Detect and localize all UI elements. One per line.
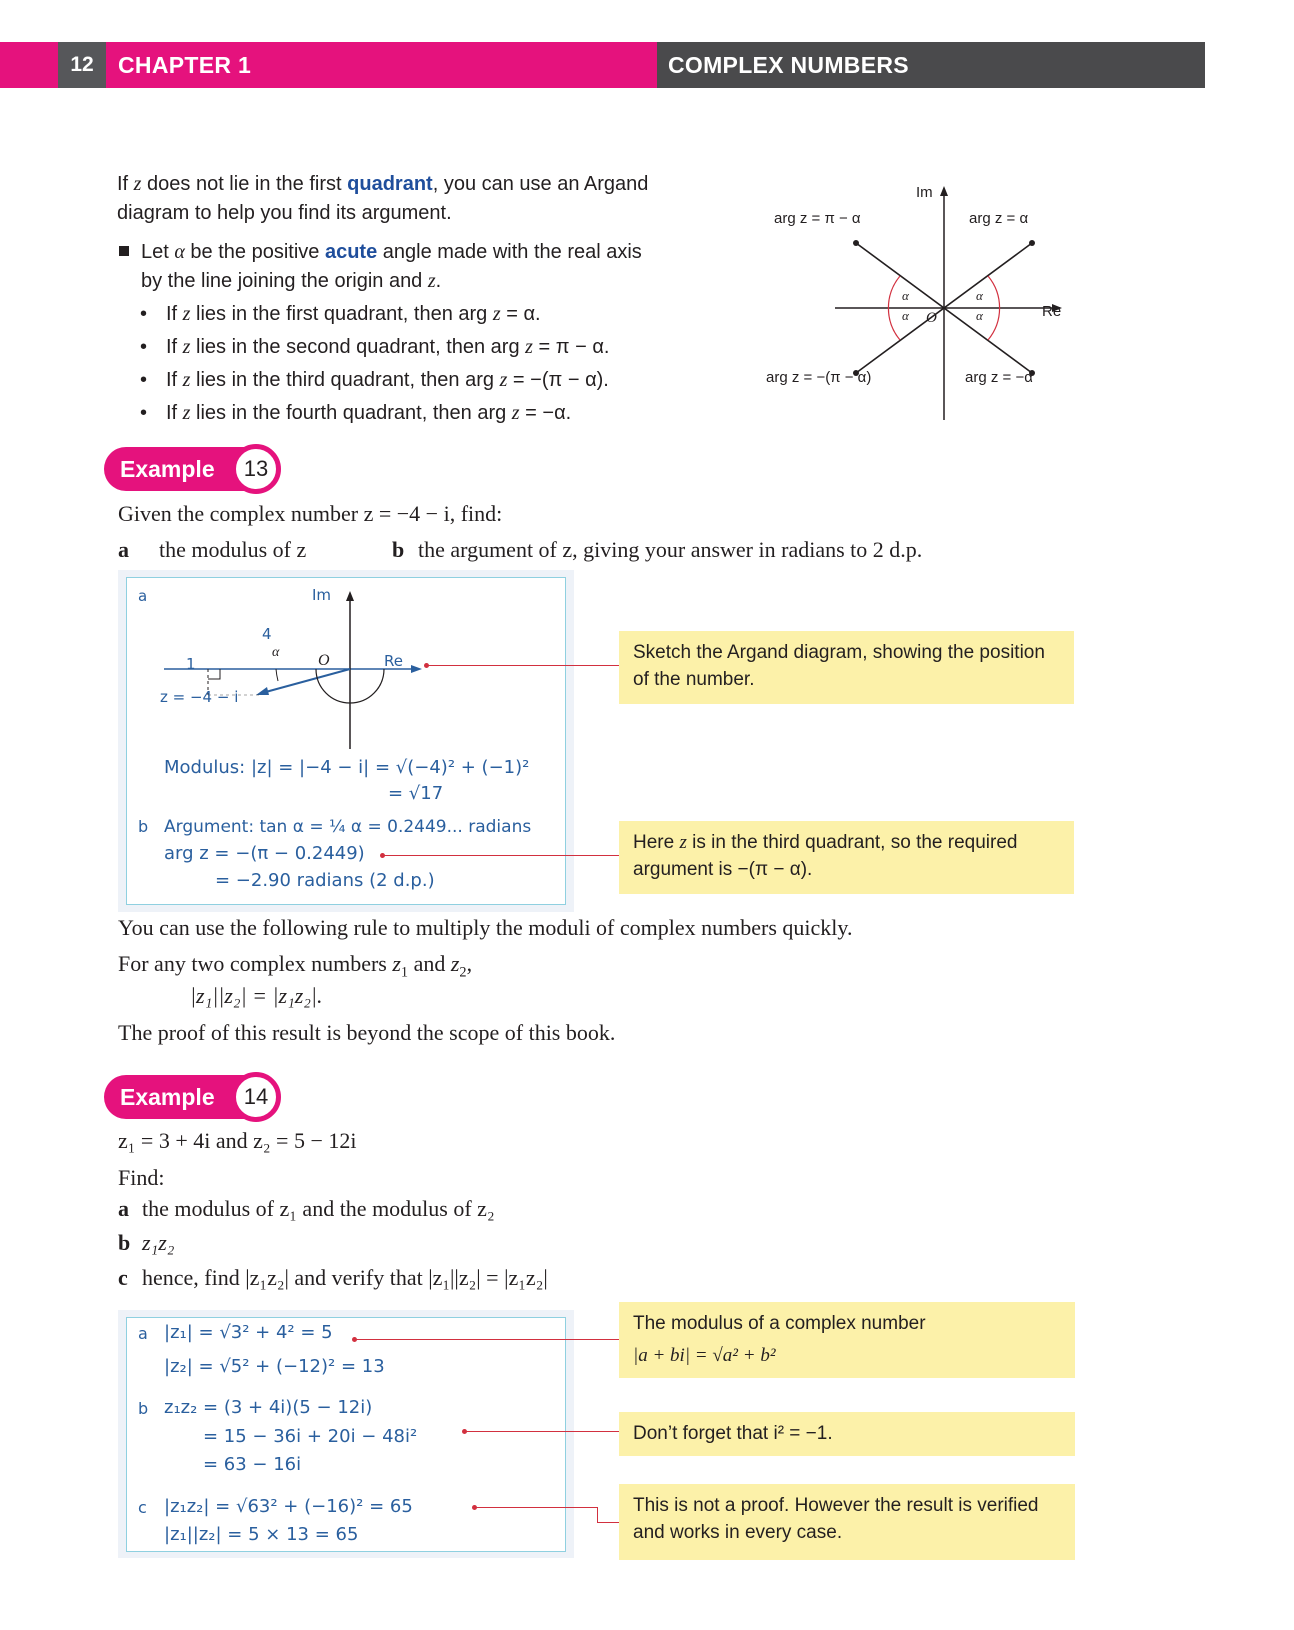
leader-line bbox=[597, 1507, 598, 1522]
leader-line bbox=[356, 1339, 619, 1340]
solution-a-line-1: |z₁| = √3² + 4² = 5 bbox=[164, 1322, 333, 1343]
part-a-label: a bbox=[118, 537, 129, 562]
label-arg-q1: arg z = α bbox=[969, 210, 1029, 227]
hint-note: Don’t forget that i² = −1. bbox=[619, 1412, 1075, 1456]
argument-line-1: Argument: tan α = ¼ α = 0.2449... radians bbox=[164, 817, 532, 837]
part-a-text: the modulus of z₁ and the modulus of z₂ bbox=[142, 1196, 495, 1221]
chapter-title: COMPLEX NUMBERS bbox=[668, 52, 909, 78]
alpha-label: α bbox=[902, 308, 909, 323]
hint-note: Here z is in the third quadrant, so the required argument is −(π − α). bbox=[619, 821, 1074, 894]
part-a-marker: a bbox=[138, 1324, 148, 1343]
solution-c-line-1: |z₁z₂| = √63² + (−16)² = 65 bbox=[164, 1496, 413, 1517]
key-point: Let α be the positive acute angle made with the real axis by the line joining the origin and z. bbox=[119, 238, 719, 296]
example-number: 13 bbox=[231, 444, 281, 494]
example-13-question: Given the complex number z = −4 − i, find: bbox=[118, 501, 503, 526]
leader-line bbox=[428, 665, 619, 666]
part-c-label: c bbox=[118, 1265, 128, 1290]
rule-formula: |z₁||z₂| = |z₁z₂|. bbox=[190, 983, 323, 1008]
rule-line-3: The proof of this result is beyond the scope of this book. bbox=[118, 1020, 616, 1045]
label-arg-q2: arg z = π − α bbox=[774, 210, 861, 227]
part-b-text: the argument of z, giving your answer in radians to 2 d.p. bbox=[418, 537, 923, 562]
solution-c-line-2: |z₁||z₂| = 5 × 13 = 65 bbox=[164, 1524, 359, 1545]
argand-diagram-quadrants bbox=[766, 180, 1100, 430]
leader-dot bbox=[424, 663, 429, 668]
leader-line bbox=[466, 1431, 619, 1432]
origin-label: O bbox=[926, 310, 937, 326]
modulus-line-2: = √17 bbox=[388, 783, 444, 804]
argument-line-2: arg z = −(π − 0.2449) bbox=[164, 843, 365, 864]
rule-line-1: You can use the following rule to multiply the moduli of complex numbers quickly. bbox=[118, 915, 853, 940]
quadrant-cases bbox=[140, 300, 720, 432]
origin-label: O bbox=[318, 652, 330, 669]
solution-b-line-1: z₁z₂ = (3 + 4i)(5 − 12i) bbox=[164, 1397, 373, 1418]
alpha-label: α bbox=[976, 308, 983, 323]
solution-b-line-3: = 63 − 16i bbox=[203, 1454, 302, 1475]
re-axis-label: Re bbox=[384, 652, 403, 670]
im-axis-label: Im bbox=[312, 586, 332, 604]
argument-line-3: = −2.90 radians (2 d.p.) bbox=[215, 870, 435, 891]
chapter-label: CHAPTER 1 bbox=[118, 52, 252, 78]
leader-dot bbox=[462, 1429, 467, 1434]
solution-b-line-2: = 15 − 36i + 20i − 48i² bbox=[203, 1426, 418, 1447]
case-item: • If z lies in the third quadrant, then arg z = −(π − α). bbox=[140, 369, 609, 391]
part-b-text: z₁z₂ bbox=[142, 1230, 175, 1255]
hint-note: The modulus of a complex number |a + bi| = √a² + b² bbox=[619, 1302, 1075, 1378]
square-bullet-icon bbox=[119, 246, 129, 256]
alpha-label: α bbox=[902, 288, 909, 303]
example-14-find: Find: bbox=[118, 1165, 165, 1190]
example-14-given: z₁ = 3 + 4i and z₂ = 5 − 12i bbox=[118, 1128, 357, 1153]
case-item: • If z lies in the second quadrant, then arg z = π − α. bbox=[140, 336, 610, 358]
leader-line bbox=[384, 855, 619, 856]
part-c-marker: c bbox=[138, 1498, 147, 1517]
part-b-marker: b bbox=[138, 1399, 149, 1418]
leader-line bbox=[597, 1522, 619, 1523]
page-number: 12 bbox=[58, 42, 106, 88]
example-label: Example bbox=[104, 447, 274, 491]
re-axis-label: Re bbox=[1042, 303, 1062, 320]
case-item: • If z lies in the fourth quadrant, then arg z = −α. bbox=[140, 402, 572, 424]
part-b-marker: b bbox=[138, 817, 149, 836]
alpha-label: α bbox=[976, 288, 983, 303]
alpha-label: α bbox=[272, 645, 280, 660]
part-c-text: hence, find |z₁z₂| and verify that |z₁||z₂| = |z₁z₂| bbox=[142, 1265, 548, 1290]
part-b-label: b bbox=[392, 537, 405, 562]
intro-paragraph: If z does not lie in the first quadrant, you can use an Argand diagram to help you find its argument. bbox=[117, 173, 649, 224]
part-a-label: a bbox=[118, 1196, 129, 1221]
point-label: z = −4 − i bbox=[160, 688, 239, 706]
part-b-label: b bbox=[118, 1230, 131, 1255]
label-arg-q3: arg z = −(π − α) bbox=[766, 369, 872, 386]
case-item: • If z lies in the first quadrant, then arg z = α. bbox=[140, 303, 541, 325]
glossary-link-acute[interactable]: acute bbox=[324, 241, 378, 263]
modulus-line-1: Modulus: |z| = |−4 − i| = √(−4)² + (−1)² bbox=[164, 757, 530, 778]
example-number: 14 bbox=[231, 1072, 281, 1122]
rule-line-2: For any two complex numbers $z_1$ and $z_2$, bbox=[118, 951, 473, 981]
solution-a-line-2: |z₂| = √5² + (−12)² = 13 bbox=[164, 1356, 385, 1377]
hint-note: This is not a proof. However the result is verified and works in every case. bbox=[619, 1484, 1075, 1560]
leader-dot bbox=[472, 1505, 477, 1510]
glossary-link-quadrant[interactable]: quadrant bbox=[347, 173, 433, 195]
label-arg-q4: arg z = −α bbox=[965, 369, 1033, 386]
length-label-1: 1 bbox=[186, 655, 196, 673]
leader-line bbox=[476, 1507, 598, 1508]
example-label: Example bbox=[104, 1075, 274, 1119]
part-a-marker: a bbox=[138, 587, 148, 605]
leader-dot bbox=[380, 853, 385, 858]
leader-dot bbox=[352, 1337, 357, 1342]
length-label-4: 4 bbox=[262, 625, 272, 643]
im-axis-label: Im bbox=[916, 184, 933, 201]
hint-note: Sketch the Argand diagram, showing the position of the number. bbox=[619, 631, 1074, 704]
part-a-text: the modulus of z bbox=[159, 537, 307, 562]
